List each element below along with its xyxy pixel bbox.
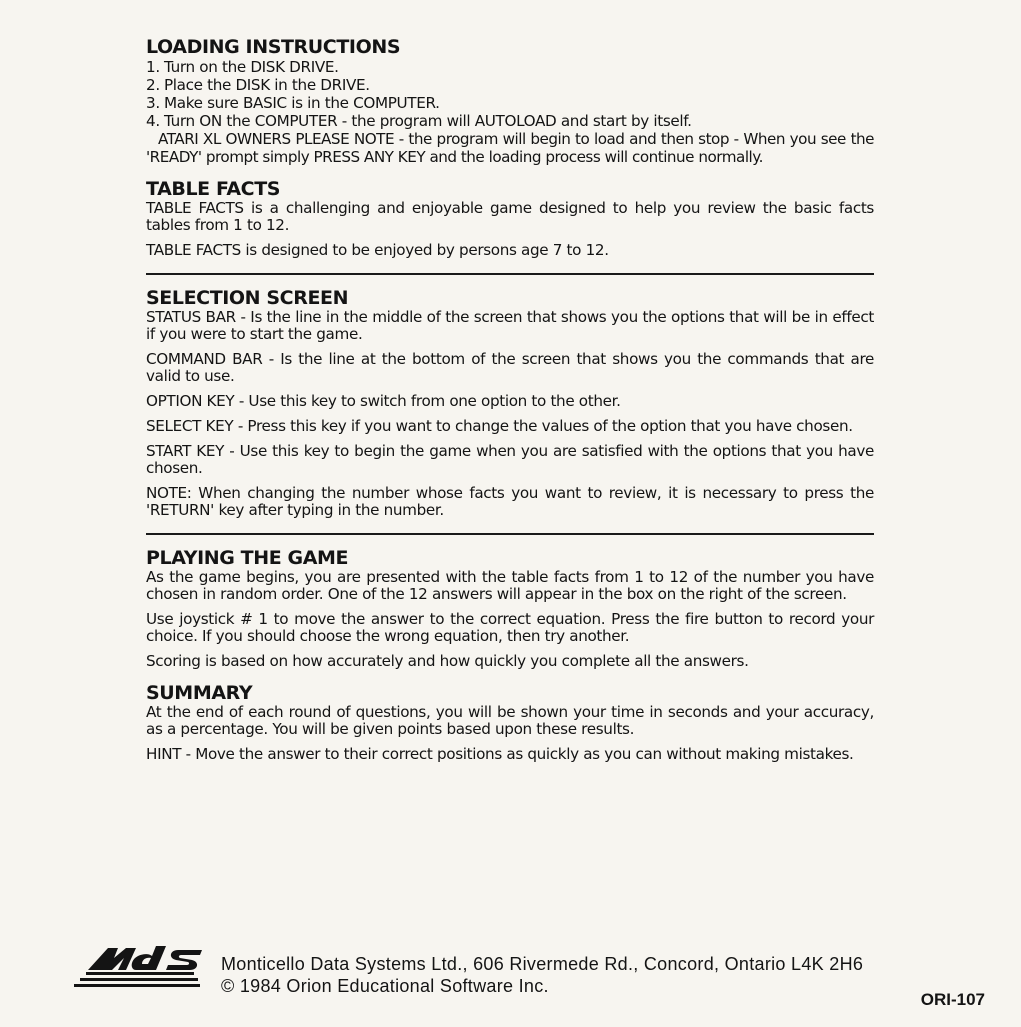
loading-steps-list (146, 58, 874, 130)
table-facts-description: TABLE FACTS is a challenging and enjoyable game designed to help you review the basic facts tables from 1 to 12. (146, 199, 874, 234)
copyright-notice: © 1984 Orion Educational Software Inc. (221, 976, 549, 996)
step-number: 4. (146, 112, 160, 130)
start-key-description: START KEY - Use this key to begin the game when you are satisfied with the options that you have chosen. (146, 442, 874, 477)
select-key-description: SELECT KEY - Press this key if you want to change the values of the option that you have chosen. (146, 417, 853, 435)
catalog-number: ORI-107 (920, 990, 985, 1009)
status-bar-description: STATUS BAR - Is the line in the middle of the screen that shows you the options that will be in effect if you were to start the game. (146, 308, 874, 343)
list-item (146, 76, 874, 94)
list-item (146, 112, 874, 130)
list-item (146, 58, 874, 76)
step-number: 1. (146, 58, 160, 76)
joystick-description: Use joystick # 1 to move the answer to the correct equation. Press the fire button to record your choice. If you should choose the wrong equation, then try another. (146, 610, 874, 645)
command-bar-description: COMMAND BAR - Is the line at the bottom of the screen that shows you the commands that are valid to use. (146, 350, 874, 385)
section-divider (146, 273, 874, 275)
hint-text: HINT - Move the answer to their correct positions as quickly as you can without making mistakes. (146, 745, 854, 763)
section-divider (146, 533, 874, 535)
mds-logo-icon (74, 942, 204, 994)
table-facts-section (146, 178, 874, 259)
step-text: Turn ON the COMPUTER - the program will AUTOLOAD and start by itself. (164, 112, 692, 130)
summary-heading: SUMMARY (146, 682, 253, 704)
publisher-info (221, 953, 863, 997)
instruction-document (146, 36, 874, 763)
atari-xl-note: ATARI XL OWNERS PLEASE NOTE - the program will begin to load and then stop - When you see the 'READY' prompt simply PRESS ANY KEY and the loading process will continue normally. (146, 130, 874, 166)
step-text: Turn on the DISK DRIVE. (164, 58, 339, 76)
game-start-description: As the game begins, you are presented with the table facts from 1 to 12 of the number you have chosen in random order. One of the 12 answers will appear in the box on the right of the screen. (146, 568, 874, 603)
company-address: Monticello Data Systems Ltd., 606 Rivermede Rd., Concord, Ontario L4K 2H6 (221, 954, 864, 974)
table-facts-age-range: TABLE FACTS is designed to be enjoyed by persons age 7 to 12. (146, 241, 609, 259)
step-text: Make sure BASIC is in the COMPUTER. (164, 94, 440, 112)
list-item (146, 94, 874, 112)
table-facts-heading: TABLE FACTS (146, 178, 281, 200)
loading-instructions-section (146, 36, 874, 166)
step-text: Place the DISK in the DRIVE. (164, 76, 370, 94)
playing-the-game-section (146, 547, 874, 670)
step-number: 3. (146, 94, 160, 112)
selection-screen-heading: SELECTION SCREEN (146, 287, 349, 309)
selection-screen-section (146, 287, 874, 519)
loading-instructions-heading: LOADING INSTRUCTIONS (146, 36, 401, 58)
option-key-description: OPTION KEY - Use this key to switch from one option to the other. (146, 392, 621, 410)
playing-the-game-heading: PLAYING THE GAME (146, 547, 349, 569)
return-key-note: NOTE: When changing the number whose facts you want to review, it is necessary to press the 'RETURN' key after typing in the number. (146, 484, 874, 519)
step-number: 2. (146, 76, 160, 94)
round-results-description: At the end of each round of questions, you will be shown your time in seconds and your accuracy, as a percentage. You will be given points based upon these results. (146, 703, 874, 738)
summary-section (146, 682, 874, 763)
scoring-description: Scoring is based on how accurately and how quickly you complete all the answers. (146, 652, 749, 670)
